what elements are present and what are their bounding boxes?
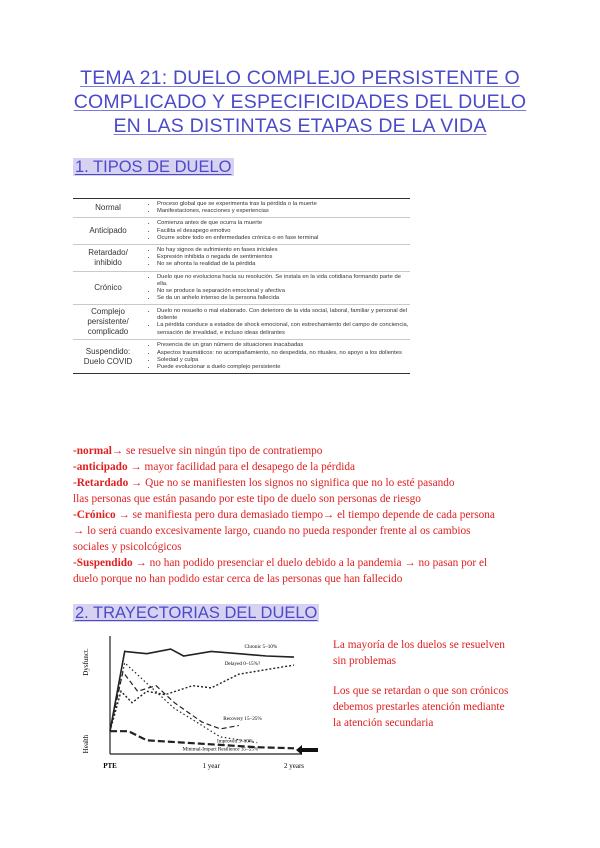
duelo-type-name-line: Anticipado — [89, 226, 127, 236]
duelo-type-name-line: complicado — [87, 327, 129, 337]
table-row — [73, 199, 410, 218]
note-text: duelo porque no han podido estar cerca de las personas que han fallecido — [73, 573, 403, 585]
duelo-type-name — [73, 218, 143, 245]
section-heading-text: 2. TRAYECTORIAS DEL DUELO — [75, 604, 318, 622]
note-line — [73, 555, 533, 571]
title-line: TEMA 21: DUELO COMPLEJO PERSISTENTE O — [80, 67, 520, 89]
duelo-type-name-line: Crónico — [94, 283, 122, 293]
notes-block — [73, 443, 533, 587]
bullet-item: • No hay signos de sufrimiento en fases iniciales — [157, 247, 410, 254]
bullet-item: • Manifestaciones, reacciones y experiencias — [157, 208, 410, 215]
note-text: → Que no se manifiesten los signos no significa que no lo esté pasando — [128, 477, 455, 489]
bullet-item: • Aspectos traumáticos: no acompañamiento, no despedida, no rituales, no apoyo a los dolientes — [157, 350, 410, 357]
note-text: sociales y psicolcógicos — [73, 541, 182, 553]
note-line — [73, 491, 533, 507]
series-line — [110, 649, 294, 731]
title-line: EN LAS DISTINTAS ETAPAS DE LA VIDA — [113, 115, 487, 137]
duelo-type-bullets — [143, 308, 410, 337]
table-row — [73, 245, 410, 272]
duelo-type-bullets — [143, 220, 410, 242]
bullet-item: • Puede evolucionar a duelo complejo persistente — [157, 364, 410, 371]
series-line — [110, 665, 294, 731]
trajectories-chart — [82, 632, 322, 780]
bullet-item: • La pérdida conduce a estados de shock emocional, con estrechamiento del campo de conciencia, sensación de irrealidad, e incluso ideas delirantes — [157, 322, 410, 336]
right-line: Los que se retardan o que son crónicos — [333, 685, 509, 697]
right-line: sin problemas — [333, 655, 397, 667]
right-line: la atención secundaria — [333, 717, 434, 729]
x-tick-label: 1 year — [202, 762, 220, 770]
note-line — [73, 443, 533, 459]
y-label-top: Dysfunct. — [82, 648, 90, 676]
note-line — [73, 571, 533, 587]
title-line: COMPLICADO Y ESPECIFICIDADES DEL DUELO — [73, 91, 527, 113]
x-tick-label: PTE — [103, 762, 117, 770]
note-text: → se resuelve sin ningún tipo de contratiempo — [111, 445, 323, 457]
note-text: → mayor facilidad para el desapego de la pérdida — [127, 461, 356, 473]
note-line — [73, 539, 533, 555]
duelo-type-name-line: Duelo COVID — [83, 356, 133, 366]
bullet-item: • Duelo no resuelto o mal elaborado. Con deterioro de la vida social, laboral, familiar y personal del doliente — [157, 308, 410, 322]
note-text: → lo será cuando excesivamente largo, cuando no pueda responder frente al os cambios — [73, 525, 471, 537]
bullet-item: • Ocurre sobre todo en enfermedades crónica o en fase terminal — [157, 235, 410, 242]
types-table — [73, 198, 410, 374]
series-label: Delayed 0–15%? — [224, 661, 261, 668]
duelo-type-name — [73, 305, 143, 340]
bullet-item: • Presencia de un gran número de situaciones inacabadas — [157, 342, 410, 349]
duelo-type-bullets — [143, 201, 410, 215]
right-paragraph — [333, 683, 533, 731]
duelo-type-name — [73, 199, 143, 218]
duelo-type-name — [73, 271, 143, 305]
bullet-item: • Comienza antes de que ocurra la muerte — [157, 220, 410, 227]
y-label-bottom: Health — [82, 734, 90, 754]
right-paragraph — [333, 637, 533, 669]
series-label: Recovery 15–25% — [223, 715, 262, 722]
note-keyword: -Suspendido — [73, 557, 133, 569]
note-keyword: -normal — [73, 445, 112, 457]
table-row — [73, 340, 410, 374]
x-tick-label: 2 years — [283, 762, 305, 770]
duelo-type-name-line: Complejo — [91, 307, 125, 317]
duelo-type-name-line: Retardado/ — [88, 247, 128, 257]
series-label: Improved 5–10% — [217, 738, 254, 745]
bullet-item: • Soledad y culpa — [157, 357, 410, 364]
series-label: Chronic 5–10% — [244, 643, 278, 650]
bullet-item: • Duelo que no evoluciona hacia su resolución. Se instala en la vida cotidiana formando parte de ella. — [157, 274, 410, 288]
note-line — [73, 523, 533, 539]
note-keyword: -Retardado — [73, 477, 129, 489]
right-line: debemos prestarles atención mediante — [333, 701, 505, 713]
bullet-item: • Facilita el desapego emotivo — [157, 228, 410, 235]
duelo-type-bullets — [143, 342, 410, 371]
table-row — [73, 271, 410, 305]
bullet-item: • Se da un anhelo intenso de la persona fallecida — [157, 295, 410, 302]
note-keyword: -anticipado — [73, 461, 128, 473]
bullet-item: • No se afronta la realidad de la pérdida — [157, 261, 410, 268]
section-heading-text: 1. TIPOS DE DUELO — [75, 158, 232, 176]
bullet-item: • No se produce la separación emocional y afectiva — [157, 288, 410, 295]
duelo-type-bullets — [143, 274, 410, 303]
note-keyword: -Crónico — [73, 509, 116, 521]
note-line — [73, 459, 533, 475]
note-text: → se manifiesta pero dura demasiado tiempo→ el tiempo depende de cada persona — [115, 509, 495, 521]
table-row — [73, 218, 410, 245]
duelo-type-name-line: Normal — [95, 203, 121, 213]
series-line — [110, 672, 239, 731]
duelo-type-name — [73, 245, 143, 272]
series-label: Minimal-Impact Resilience 35–55% — [182, 746, 259, 753]
bullet-item: • Proceso global que se experimenta tras la pérdida o la muerte — [157, 201, 410, 208]
section-heading — [73, 604, 319, 623]
duelo-type-name-line: Suspendido: — [85, 346, 131, 356]
note-line — [73, 507, 533, 523]
section-heading — [73, 158, 234, 177]
table-row — [73, 305, 410, 340]
duelo-type-name-line: inhibido — [94, 257, 122, 267]
bullet-item: • Expresión inhibida o negada de sentimientos — [157, 254, 410, 261]
right-line: La mayoría de los duelos se resuelven — [333, 639, 505, 651]
page-title — [40, 66, 560, 138]
duelo-type-name — [73, 340, 143, 374]
duelo-type-name-line: persistente/ — [87, 317, 129, 327]
note-text: llas personas que están pasando por este tipo de duelo son personas de riesgo — [73, 493, 421, 505]
duelo-type-bullets — [143, 247, 410, 269]
note-text: → no han podido presenciar el duelo debido a la pandemia → no pasan por el — [132, 557, 488, 569]
note-line — [73, 475, 533, 491]
